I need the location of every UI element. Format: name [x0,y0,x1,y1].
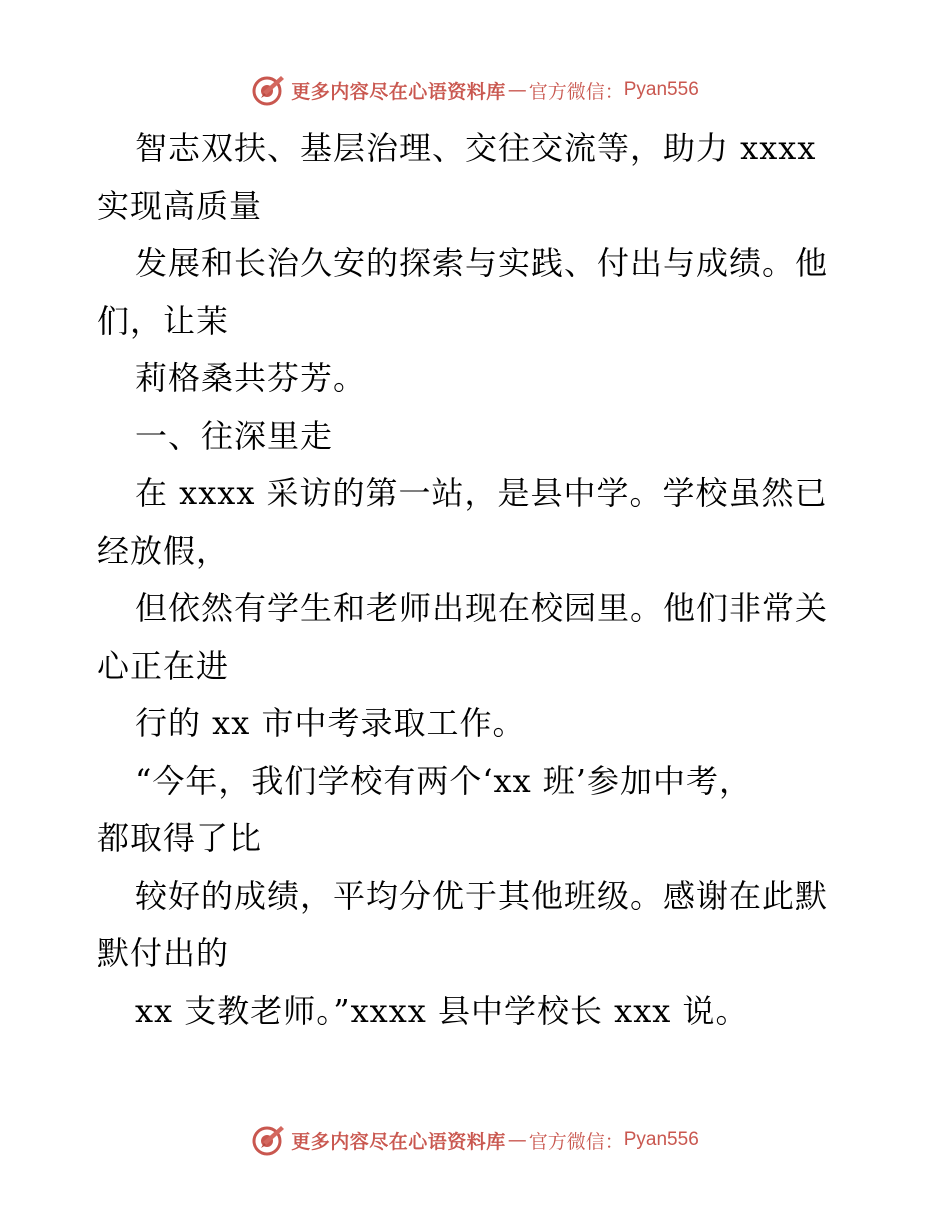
footer-site-name: 更多内容尽在心语资料库 [291,1130,506,1153]
text-line: 智志双扶、基层治理、交往交流等，助力 xxxx [135,129,817,167]
document-body [97,120,857,1040]
text-line: 们，让茉 [97,301,230,340]
text-line: 经放假， [97,531,230,570]
header-separator: — [507,79,527,101]
text-line: 都取得了比 [97,819,263,857]
text-line: 发展和长治久安的探索与实践、付出与成绩。他 [135,244,829,282]
header-site-name: 更多内容尽在心语资料库 [291,80,506,103]
footer-banner [0,1120,950,1160]
text-line: 在 xxxx 采访的第一站，是县中学。学校虽然已 [135,474,828,512]
footer-wechat-label: 官方微信： [528,1130,624,1153]
text-line: 较好的成绩，平均分优于其他班级。感谢在此默 [135,876,829,915]
text-line: 心正在进 [97,646,230,685]
text-line: 但依然有学生和老师出现在校园里。他们非常关 [135,589,829,627]
text-line: “今年，我们学校有两个‘xx 班’参加中考， [135,761,752,800]
text-line: xx 支教老师。”xxxx 县中学校长 xxx 说。 [135,991,749,1030]
text-line: 实现高质量 [97,186,263,225]
footer-wechat-id: Pyan556 [623,1129,699,1150]
text-line: 行的 xx 市中考录取工作。 [135,704,526,742]
footer-separator: — [507,1129,527,1151]
text-line: 莉格桑共芬芳。 [135,359,367,397]
pen-seal-logo-icon [251,72,287,108]
header-banner [0,70,950,110]
text-line: 默付出的 [97,934,230,972]
pen-seal-logo-icon [251,1122,287,1158]
section-heading: 一、往深里走 [135,416,334,455]
header-wechat-label: 官方微信： [528,80,624,103]
header-wechat-id: Pyan556 [623,79,699,100]
